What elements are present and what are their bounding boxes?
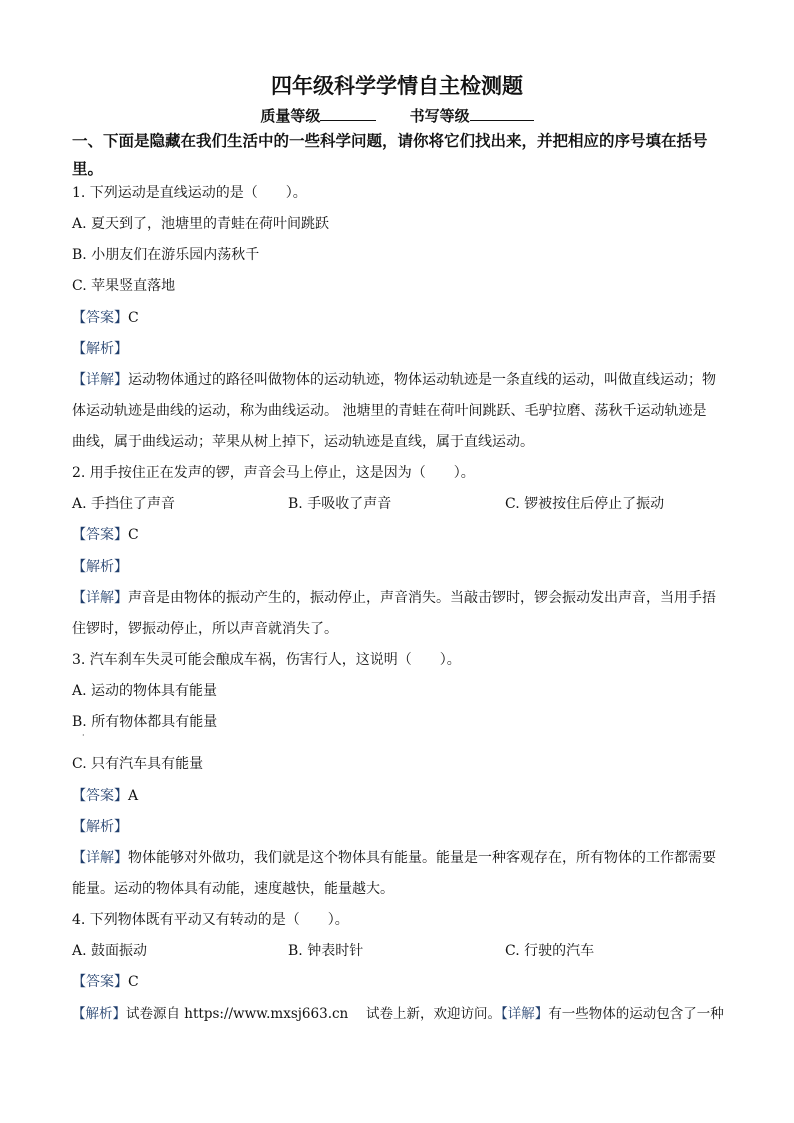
q4-answer-value: C	[128, 974, 139, 990]
q1-detail-line-3: 曲线，属于曲线运动；苹果从树上掉下，运动轨迹是直线，属于直线运动。	[72, 434, 534, 450]
q2-answer	[72, 525, 732, 545]
q1-option-c: C. 苹果竖直落地	[72, 278, 176, 294]
page-title: 四年级科学学情自主检测题	[271, 74, 523, 98]
q4-answer	[72, 972, 732, 992]
section-heading: 一、下面是隐藏在我们生活中的一些科学问题，请你将它们找出来，并把相应的序号填在括号里。	[72, 132, 708, 178]
q1-option-b: B. 小朋友们在游乐园内荡秋千	[72, 247, 260, 263]
q1-detail-line-2: 体运动轨迹是曲线的运动，称为曲线运动。 池塘里的青蛙在荷叶间跳跃、毛驴拉磨、荡秋千运动轨迹是	[72, 403, 707, 419]
q3-detail-line-1	[72, 848, 732, 868]
q3-option-c: C. 只有汽车具有能量	[72, 756, 204, 772]
analysis-label: 【解析】	[72, 819, 128, 835]
analysis-label: 【解析】	[72, 341, 128, 357]
q3-stem: 3. 汽车刹车失灵可能会酿成车祸，伤害行人，这说明（ ）。	[72, 652, 461, 668]
grade-fields	[0, 105, 794, 126]
q3-answer-value: A	[128, 788, 139, 804]
q2-detail-text-1: 声音是由物体的振动产生的，振动停止，声音消失。当敲击锣时，锣会振动发出声音，当用手捂	[128, 590, 716, 606]
q1-detail-line-1	[72, 370, 732, 390]
quality-grade-label: 质量等级	[260, 107, 321, 125]
q2-option-b: B. 手吸收了声音	[288, 496, 392, 512]
detail-label: 【详解】	[72, 372, 128, 388]
detail-label: 【详解】	[72, 850, 128, 866]
q2-detail-line-2: 住锣时，锣振动停止，所以声音就消失了。	[72, 621, 338, 637]
q3-option-b: B. 所有物体都具有能量	[72, 714, 218, 730]
writing-grade	[410, 107, 534, 125]
detail-label: 【详解】	[72, 590, 128, 606]
q4-option-b: B. 钟表时针	[288, 943, 364, 959]
writing-grade-label: 书写等级	[409, 107, 470, 125]
q1-option-a: A. 夏天到了，池塘里的青蛙在荷叶间跳跃	[72, 216, 330, 232]
q2-option-c: C. 锣被按住后停止了振动	[505, 496, 665, 512]
q4-option-a: A. 鼓面振动	[72, 943, 148, 959]
q4-analysis-text[interactable]: 试卷源自 https://www.mxsj663.cn 试卷上新，欢迎访问。	[126, 1006, 502, 1022]
q2-detail-line-1	[72, 588, 732, 608]
answer-label: 【答案】	[72, 788, 128, 804]
q3-option-a: A. 运动的物体具有能量	[72, 683, 218, 699]
q4-options	[72, 941, 732, 961]
q1-detail-text-1: 运动物体通过的路径叫做物体的运动轨迹，物体运动轨迹是一条直线的运动，叫做直线运动；物	[128, 372, 716, 388]
analysis-label: 【解析】	[72, 1006, 126, 1022]
q2-answer-value: C	[128, 527, 139, 543]
q2-option-a: A. 手挡住了声音	[72, 496, 176, 512]
stray-dot: ·	[82, 731, 85, 740]
answer-label: 【答案】	[72, 974, 128, 990]
q2-stem: 2. 用手按住正在发声的锣，声音会马上停止，这是因为（ ）。	[72, 465, 475, 481]
q4-option-c: C. 行驶的汽车	[505, 943, 595, 959]
answer-label: 【答案】	[72, 527, 128, 543]
q2-options	[72, 494, 732, 514]
writing-grade-blank[interactable]	[470, 106, 534, 121]
q2-analysis	[72, 557, 732, 577]
quality-grade-blank[interactable]	[320, 106, 376, 121]
q4-analysis	[72, 1004, 732, 1024]
q3-detail-line-2: 能量。运动的物体具有动能，速度越快，能量越大。	[72, 881, 394, 897]
detail-label: 【详解】	[501, 1006, 549, 1022]
q1-stem: 1. 下列运动是直线运动的是（ ）。	[72, 185, 307, 201]
q1-answer	[72, 308, 732, 328]
q4-stem: 4. 下列物体既有平动又有转动的是（ ）。	[72, 912, 349, 928]
q1-analysis	[72, 339, 732, 359]
answer-label: 【答案】	[72, 310, 128, 326]
quality-grade	[260, 107, 376, 125]
q1-answer-value: C	[128, 310, 139, 326]
q3-answer	[72, 786, 732, 806]
q3-detail-text-1: 物体能够对外做功，我们就是这个物体具有能量。能量是一种客观存在，所有物体的工作都需要	[128, 850, 716, 866]
q3-analysis	[72, 817, 732, 837]
analysis-label: 【解析】	[72, 559, 128, 575]
q4-detail-text-1: 有一些物体的运动包含了一种	[548, 1006, 724, 1022]
